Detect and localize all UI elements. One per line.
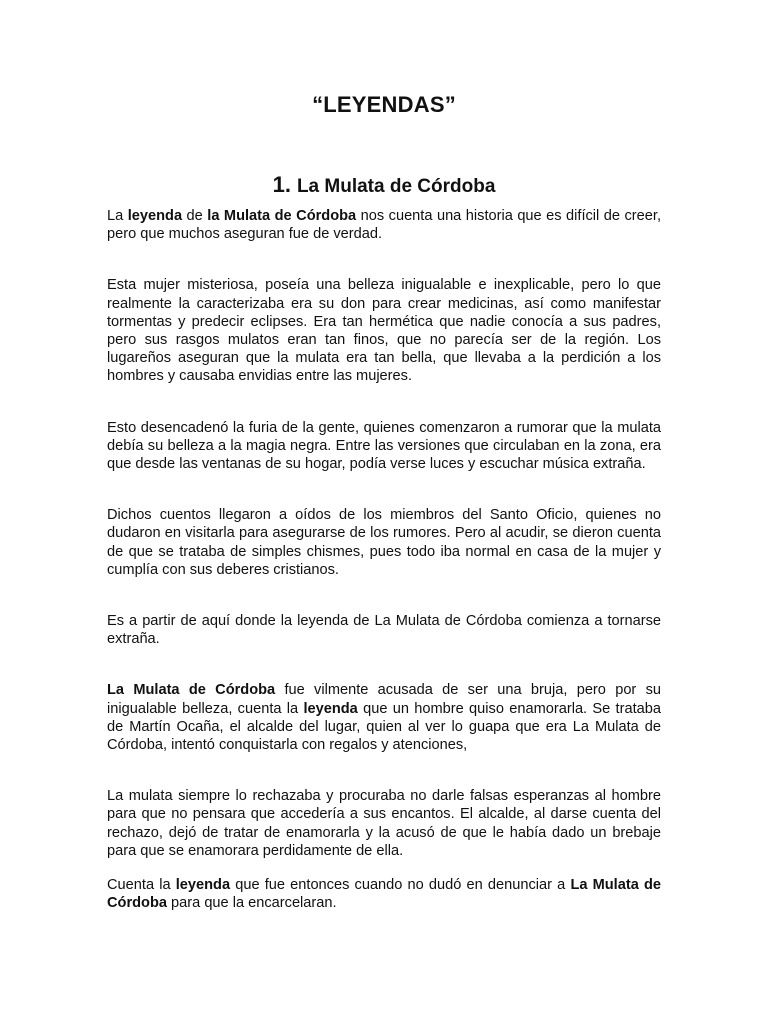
text-run: que un hombre quiso enamorarla. Se trataba de Martín Ocaña, el alcalde del lugar, quien al ver lo guapa que era La Mulata de Córdoba, intentó conquistarla con regalos y atenciones, bbox=[107, 700, 661, 754]
bold-term: leyenda bbox=[303, 700, 358, 717]
paragraph-8 bbox=[107, 876, 661, 912]
document-body bbox=[107, 207, 661, 912]
text-run: nos cuenta una historia que es difícil de creer, pero que muchos aseguran fue de verdad. bbox=[107, 208, 661, 243]
bold-term: leyenda bbox=[175, 877, 231, 894]
paragraph-5: Es a partir de aquí donde la leyenda de La Mulata de Córdoba comienza a tornarse extraña. bbox=[107, 613, 661, 648]
paragraph-6 bbox=[107, 681, 661, 754]
paragraph-2: Esta mujer misteriosa, poseía una belleza inigualable e inexplicable, pero lo que realmente la caracterizaba era su don para crear medicinas, así como manifestar tormentas y predecir eclipses. Era tan hermética que nadie conocía a sus padres, pero sus rasgos mulatos eran tan finos, que no parecía ser de la región. Los lugareños aseguran que la mulata era tan bella, que llevaba a la perdición a los hombres y causaba envidias entre las mujeres. bbox=[107, 277, 661, 385]
text-run: fue vilmente acusada de ser una bruja, pero por su inigualable belleza, cuenta la bbox=[107, 682, 662, 717]
text-run: que fue entonces cuando no dudó en denunciar a bbox=[230, 877, 571, 894]
bold-term: La Mulata de Córdoba bbox=[107, 877, 662, 912]
document-title: “LEYENDAS” bbox=[312, 92, 456, 117]
bold-term: la Mulata de Córdoba bbox=[207, 208, 357, 224]
text-run: para que la encarcelaran. bbox=[167, 895, 337, 912]
text-run: La bbox=[107, 208, 128, 224]
bold-term: leyenda bbox=[127, 208, 183, 224]
section-number: 1. bbox=[272, 172, 291, 197]
paragraph-7: La mulata siempre lo rechazaba y procuraba no darle falsas esperanzas al hombre para que no pensara que accedería a sus encantos. El alcalde, al darse cuenta del rechazo, dejó de tratar de enamorarla y la acusó de que le había dado un brebaje para que se enamorara perdidamente de ella. bbox=[107, 788, 661, 859]
text-run: Cuenta la bbox=[107, 877, 176, 894]
text-run: de bbox=[182, 208, 208, 224]
bold-term: La Mulata de Córdoba bbox=[107, 682, 276, 699]
section-title: La Mulata de Córdoba bbox=[296, 176, 496, 197]
paragraph-1 bbox=[107, 207, 661, 243]
section-heading bbox=[0, 172, 768, 198]
paragraph-3: Esto desencadenó la furia de la gente, quienes comenzaron a rumorar que la mulata debía su belleza a la magia negra. Entre las versiones que circulaban en la zona, era que desde las ventanas de su hogar, podía verse luces y escuchar música extraña. bbox=[107, 419, 661, 473]
paragraph-4: Dichos cuentos llegaron a oídos de los miembros del Santo Oficio, quienes no dudaron en visitarla para asegurarse de los rumores. Pero al acudir, se dieron cuenta de que se trataba de simples chismes, pues todo iba normal en casa de la mujer y cumplía con sus deberes cristianos. bbox=[107, 507, 661, 578]
